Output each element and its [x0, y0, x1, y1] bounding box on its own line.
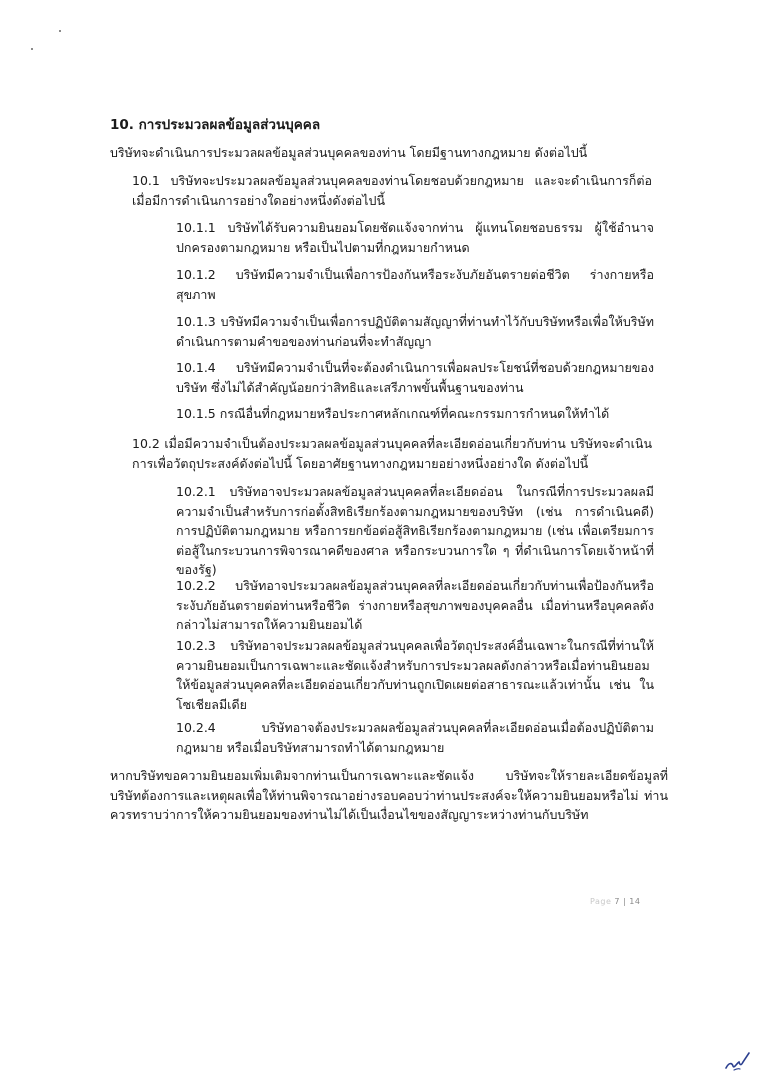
clause-10-1-5: 10.1.5 กรณีอื่นที่กฎหมายหรือประกาศหลักเกณฑ์ที่คณะกรรมการกำหนดให้ทำได้ — [176, 406, 610, 421]
closing-paragraph: หากบริษัทขอความยินยอมเพิ่มเติมจากท่านเป็นการเฉพาะและชัดแจ้ง บริษัทจะให้รายละเอียดข้อมูลที่บริษัทต้องการและเหตุผลเพื่อให้ท่านพิจารณาอย่างรอบคอบว่าท่านประสงค์จะให้ความยินยอมหรือไม่ ท่านควรทราบว่าการให้ความยินยอมของท่านไม่ได้เป็นเงื่อนไขของสัญญาระหว่างท่านกับบริษัท — [110, 768, 668, 822]
clause-10-1-1: 10.1.1 บริษัทได้รับความยินยอมโดยชัดแจ้งจากท่าน ผู้แทนโดยชอบธรรม ผู้ใช้อำนาจปกครองตามกฎหมาย หรือเป็นไปตามที่กฎหมายกำหนด — [176, 220, 654, 255]
clause-10-2-2: 10.2.2 บริษัทอาจประมวลผลข้อมูลส่วนบุคคลที่ละเอียดอ่อนเกี่ยวกับท่านเพื่อป้องกันหรือระงับภัยอันตรายต่อท่านหรือชีวิต ร่างกายหรือสุขภาพของบุคคลอื่น เมื่อท่านหรือบุคคลดังกล่าวไม่สามารถให้ความยินยอมได้ — [176, 578, 654, 632]
initials-signature — [724, 1050, 750, 1072]
section-intro: บริษัทจะดำเนินการประมวลผลข้อมูลส่วนบุคคลของท่าน โดยมีฐานทางกฎหมาย ดังต่อไปนี้ — [110, 145, 588, 160]
clause-10-2-4: 10.2.4 บริษัทอาจต้องประมวลผลข้อมูลส่วนบุคคลที่ละเอียดอ่อนเมื่อต้องปฏิบัติตามกฎหมาย หรือเมื่อบริษัทสามารถทำได้ตามกฎหมาย — [176, 720, 654, 755]
section-heading: 10. การประมวลผลข้อมูลส่วนบุคคล — [110, 117, 321, 133]
clause-10-2-1: 10.2.1 บริษัทอาจประมวลผลข้อมูลส่วนบุคคลที่ละเอียดอ่อน ในกรณีที่การประมวลผลมีความจำเป็นสำหรับการก่อตั้งสิทธิเรียกร้องตามกฎหมายของบริษัท (เช่น การดำเนินคดี) การปฏิบัติตามกฎหมาย หรือการยกข้อต่อสู้สิทธิเรียกร้องตามกฎหมาย (เช่น เพื่อเตรียมการต่อสู้ในกระบวนการพิจารณาคดีของศาล หรือกระบวนการใด ๆ ที่ดำเนินการโดยเจ้าหน้าที่ของรัฐ) — [176, 484, 654, 577]
clause-10-2: 10.2 เมื่อมีความจำเป็นต้องประมวลผลข้อมูลส่วนบุคคลที่ละเอียดอ่อนเกี่ยวกับท่าน บริษัทจะดำเนินการเพื่อวัตถุประสงค์ดังต่อไปนี้ โดยอาศัยฐานทางกฎหมายอย่างหนึ่งอย่างใด ดังต่อไปนี้ — [132, 436, 652, 471]
page-footer — [590, 897, 640, 906]
page-number: 7 | 14 — [614, 897, 641, 906]
clause-10-1-4: 10.1.4 บริษัทมีความจำเป็นที่จะต้องดำเนินการเพื่อผลประโยชน์ที่ชอบด้วยกฎหมายของบริษัท ซึ่งไม่ได้สำคัญน้อยกว่าสิทธิและเสรีภาพขั้นพื้นฐานของท่าน — [176, 360, 654, 395]
clause-10-2-3: 10.2.3 บริษัทอาจประมวลผลข้อมูลส่วนบุคคลเพื่อวัตถุประสงค์อื่นเฉพาะในกรณีที่ท่านให้ความยินยอมเป็นการเฉพาะและชัดแจ้งสำหรับการประมวลผลดังกล่าวหรือเมื่อท่านยินยอมให้ข้อมูลส่วนบุคคลที่ละเอียดอ่อนเกี่ยวกับท่านถูกเปิดเผยต่อสาธารณะแล้วเท่านั้น เช่น ในโซเชียลมีเดีย — [176, 638, 654, 712]
clause-10-1-2: 10.1.2 บริษัทมีความจำเป็นเพื่อการป้องกันหรือระงับภัยอันตรายต่อชีวิต ร่างกายหรือสุขภาพ — [176, 267, 654, 302]
clause-10-1-3: 10.1.3 บริษัทมีความจำเป็นเพื่อการปฏิบัติตามสัญญาที่ท่านทำไว้กับบริษัทหรือเพื่อให้บริษัทดำเนินการตามคำขอของท่านก่อนที่จะทำสัญญา — [176, 314, 654, 349]
scan-speck — [59, 30, 61, 32]
scan-speck — [31, 48, 33, 50]
page-label: Page — [590, 897, 612, 906]
clause-10-1: 10.1 บริษัทจะประมวลผลข้อมูลส่วนบุคคลของท่านโดยชอบด้วยกฎหมาย และจะดำเนินการก็ต่อเมื่อมีการดำเนินการอย่างใดอย่างหนึ่งดังต่อไปนี้ — [132, 173, 652, 208]
